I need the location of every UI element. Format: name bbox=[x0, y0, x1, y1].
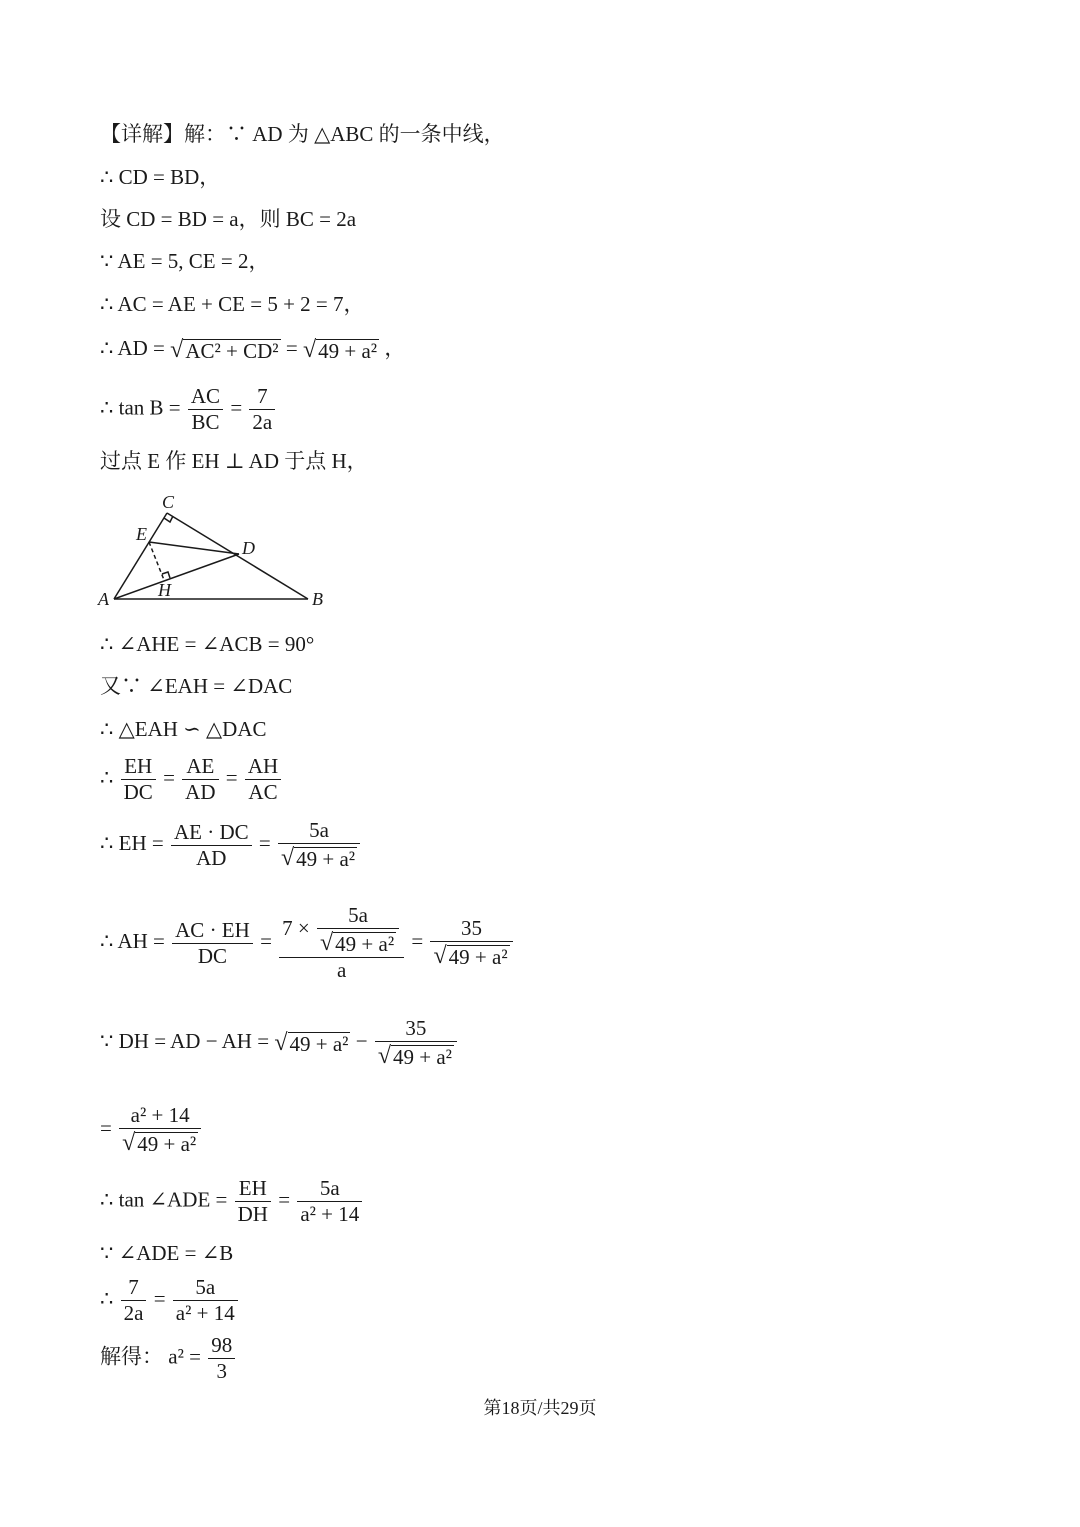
label-a: A bbox=[98, 589, 109, 609]
step-ac: ∴ AC = AE + CE = 5 + 2 = 7， bbox=[100, 292, 365, 316]
step-common-angle: 又∵ ∠EAH = ∠DAC bbox=[100, 674, 293, 698]
solution-heading: 【详解】解：∵ AD 为 △ABC 的一条中线， bbox=[100, 122, 505, 146]
step-tanb: ∴ tan B = $\frac{AC}{BC}$ = $\frac{7}{2a}$ bbox=[100, 386, 277, 433]
step-construct-eh: 过点 E 作 EH ⊥ AD 于点 H， bbox=[100, 449, 368, 473]
label-d: D bbox=[242, 538, 255, 558]
step-cd-eq-bd: ∴ CD = BD， bbox=[100, 165, 221, 189]
label-h: H bbox=[158, 580, 171, 600]
step-angle-equal: ∵ ∠ADE = ∠B bbox=[100, 1241, 234, 1265]
step-tan-ade: ∴ tan ∠ADE = $\frac{EH}{DH}$ = $\frac{5a}{\text{a² + 14}}$ bbox=[100, 1178, 364, 1225]
label-e: E bbox=[136, 524, 147, 544]
page-footer: 第18页/共29页 bbox=[483, 1398, 597, 1418]
step-ratios: ∴ $\frac{EH}{DC}$ = $\frac{AE}{AD}$ = $\frac{AH}{AC}$ bbox=[100, 756, 283, 803]
sqrt-ac-cd: √AC² + CD² bbox=[170, 337, 279, 364]
step-ad: ∴ AD = √AC² + CD² = √49 + a² ， bbox=[100, 336, 406, 364]
label-c: C bbox=[162, 492, 175, 512]
segment-ad bbox=[114, 554, 239, 599]
step-given: ∵ AE = 5, CE = 2， bbox=[100, 249, 270, 273]
step-similar: ∴ △EAH ∽ △DAC bbox=[100, 717, 267, 741]
step-right-angles: ∴ ∠AHE = ∠ACB = 90° bbox=[100, 632, 315, 656]
step-equation: ∴ $\frac{7}{2a}$ = $\frac{5a}{\text{a² + 14}}$ bbox=[100, 1277, 240, 1324]
step-dh-simplified: = $\frac{\text{a² + 14}}{\text{√49 + a²}}$ bbox=[100, 1105, 203, 1155]
step-eh: ∴ EH = $\frac{AE \cdot DC}{AD}$ = $\frac{5a}{\text{√49 + a²}}$ bbox=[100, 820, 362, 870]
label-b: B bbox=[312, 589, 323, 609]
triangle-figure bbox=[94, 490, 334, 615]
side-cb bbox=[167, 513, 308, 599]
step-result: 解得： a² = $\frac{98}{3}$ bbox=[100, 1335, 237, 1382]
sqrt-49-a2: √49 + a² bbox=[302, 337, 378, 364]
step-dh: ∵ DH = AD − AH = √49 + a² − $\frac{35}{\text{√49 + a²}}$ bbox=[100, 1018, 459, 1068]
step-ah: ∴ AH = $\frac{AC \cdot EH}{DC}$ = 7 × $\frac{5a}{\text{√49 + a²}}$ a = $\frac{35}{\text{√49 + a²}}$ bbox=[100, 905, 515, 981]
step-set-a: 设 CD = BD = a，则 BC = 2a bbox=[100, 207, 357, 231]
segment-eh bbox=[149, 542, 164, 580]
